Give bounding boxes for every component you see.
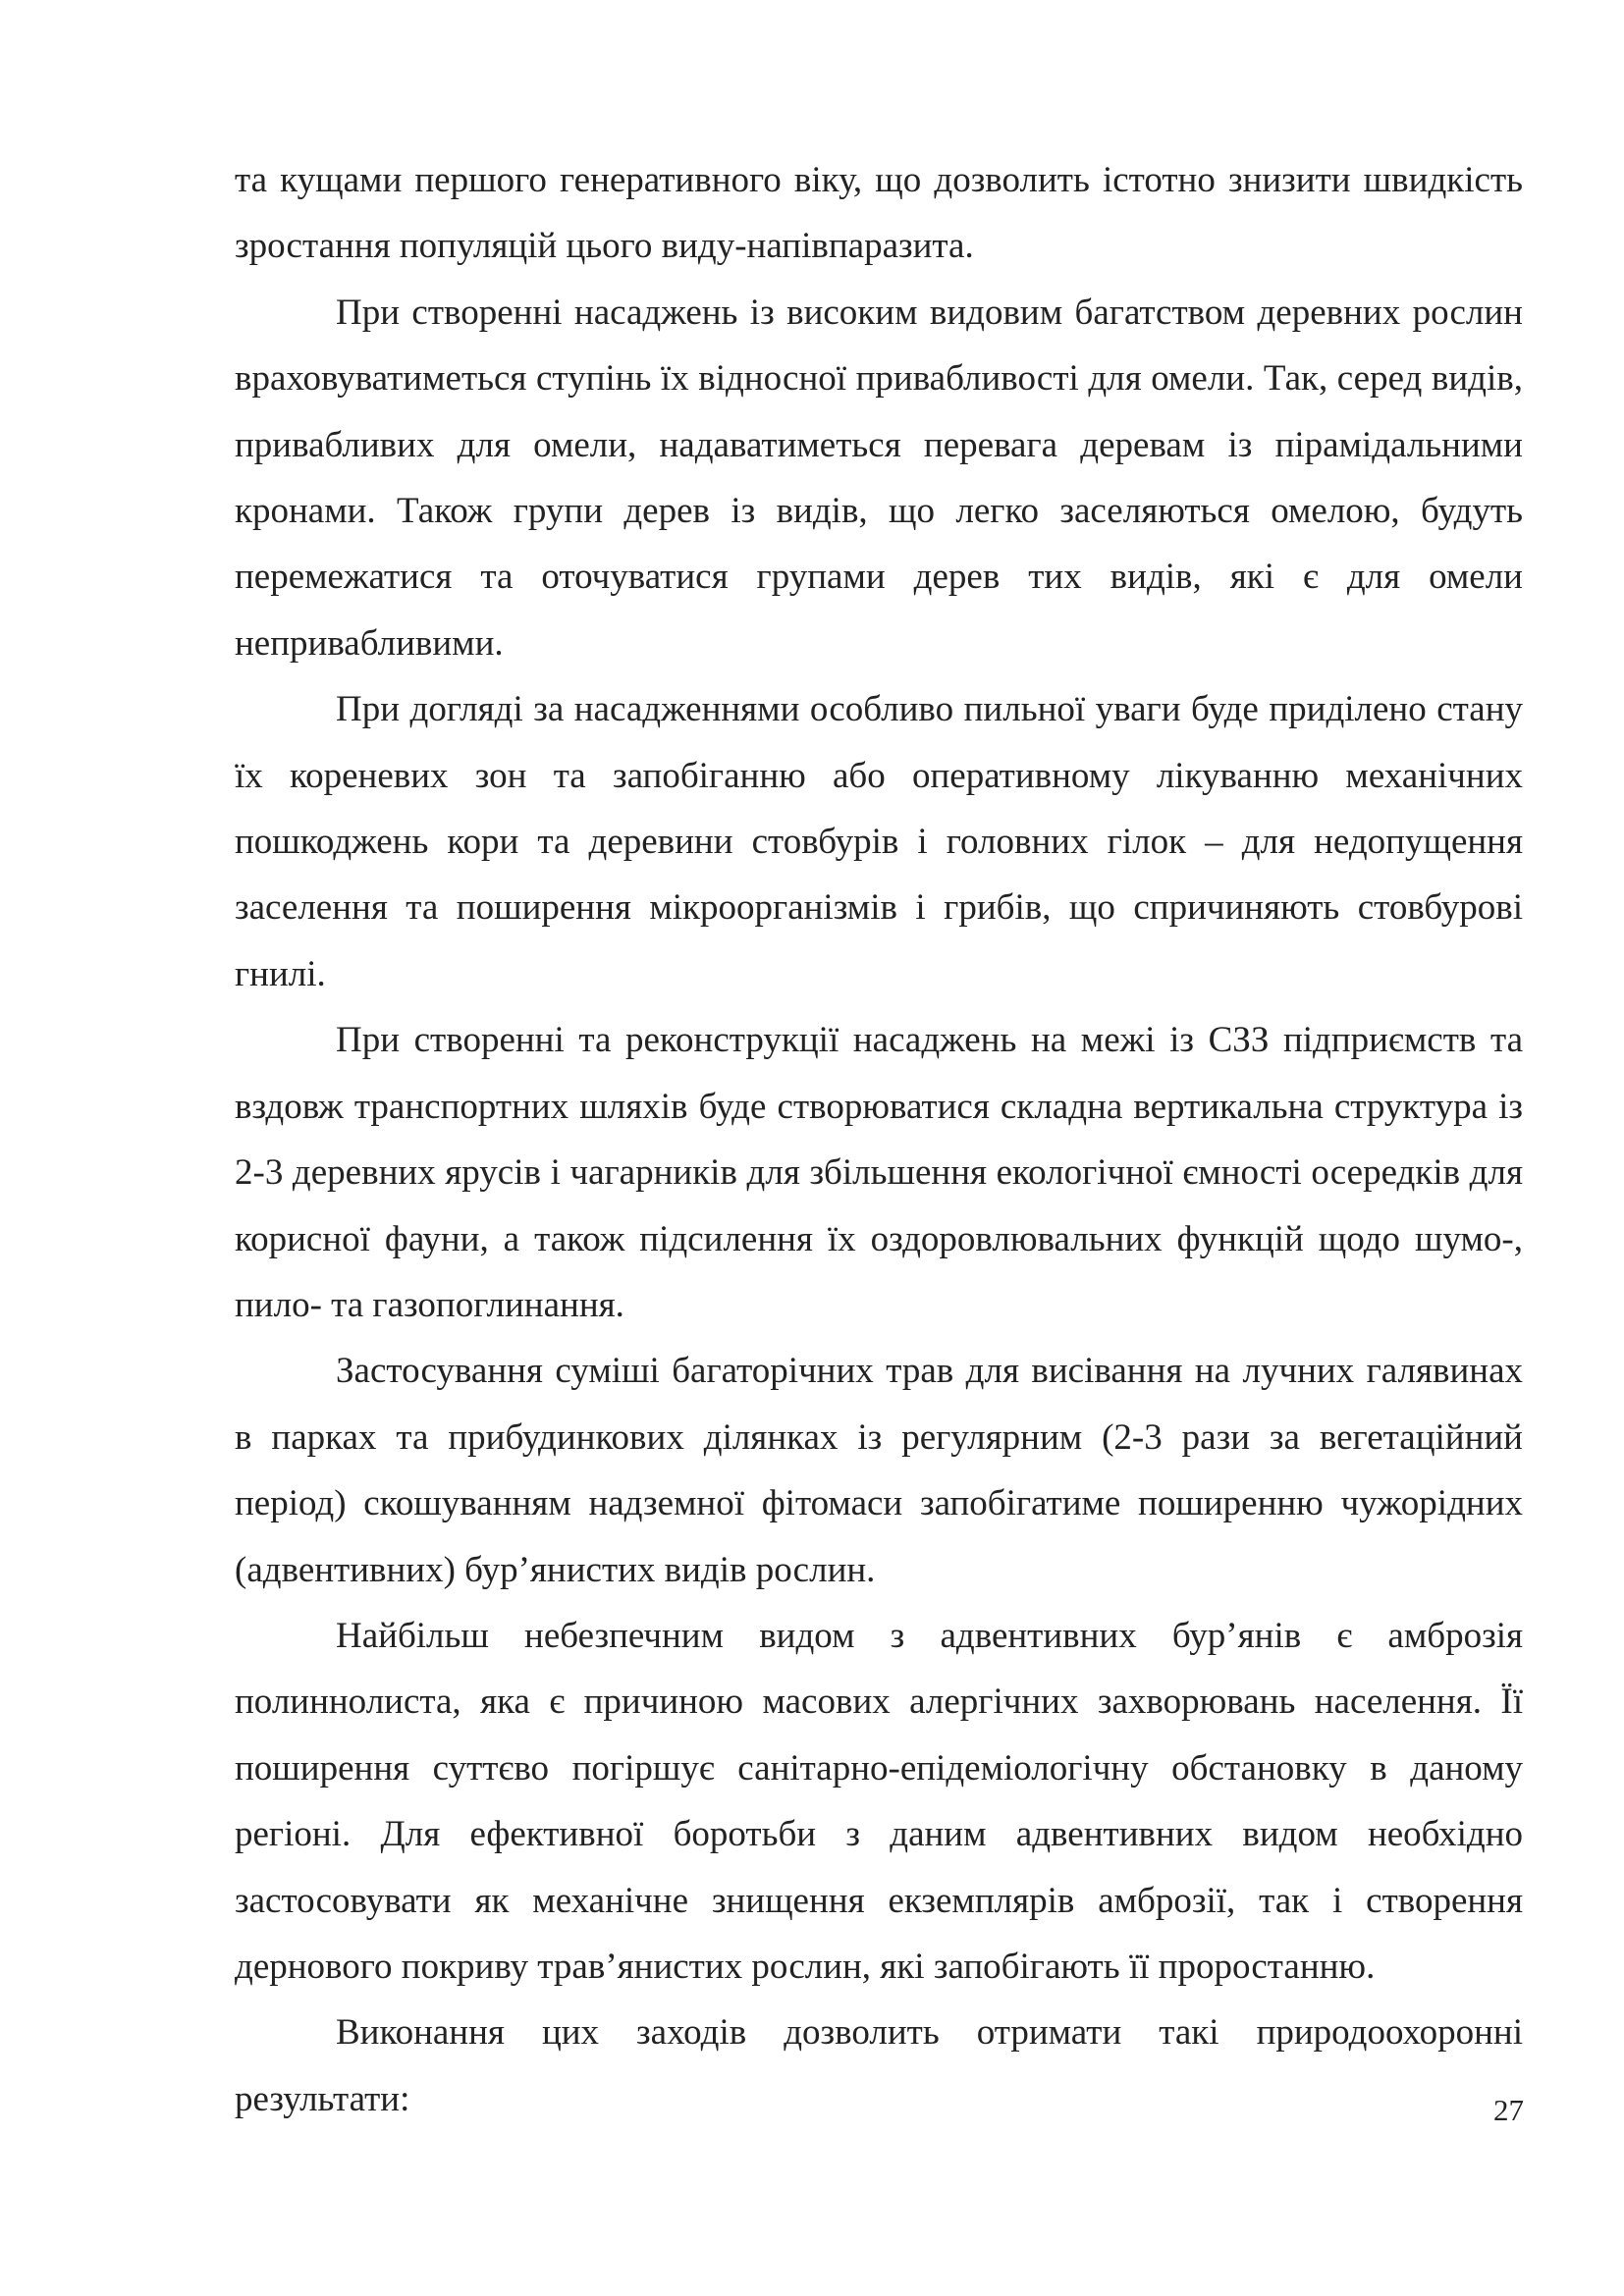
paragraph-ambrosia: Найбільш небезпечним видом з адвентивних бур’янів є амброзія полиннолиста, яка є причиною масових алергічних захворювань населення. Її поширення суттєво погіршує санітарно-епідеміологічну обстановку в даному регіоні. Для ефективної боротьби з даним адвентивних видом необхідно застосовувати як механічне знищення екземплярів амброзії, так і створення дернового покриву трав’янистих рослин, які запобігають її проростанню.	[235, 1615, 1523, 1987]
paragraph-continuation: та кущами першого генеративного віку, що дозволить істотно знизити швидкість зростання популяцій цього виду-напівпаразита.	[235, 160, 1523, 267]
paragraph-results: Виконання цих заходів дозволить отримати такі природоохоронні результати:	[235, 2012, 1523, 2119]
paragraph-grass-mixture: Застосування суміші багаторічних трав для висівання на лучних галявинах в парках та прибудинкових ділянках із регулярним (2-3 рази за вегетаційний період) скошуванням надземної фітомаси запобігатиме поширенню чужорідних (адвентивних) бур’янистих видів рослин.	[235, 1351, 1523, 1590]
page-number: 27	[1493, 2093, 1524, 2127]
document-body	[235, 147, 1523, 2132]
paragraph-mistletoe-planting: При створенні насаджень із високим видовим багатством деревних рослин враховуватиметься ступінь їх відносної привабливості для омели. Так, серед видів, привабливих для омели, надаватиметься перевага деревам із пірамідальними кронами. Також групи дерев із видів, що легко заселяються омелою, будуть перемежатися та оточуватися групами дерев тих видів, які є для омели непривабливими.	[235, 292, 1523, 664]
paragraph-plantation-care: При догляді за насадженнями особливо пильної уваги буде приділено стану їх кореневих зон та запобіганню або оперативному лікуванню механічних пошкоджень кори та деревини стовбурів і головних гілок – для недопущення заселення та поширення мікроорганізмів і грибів, що спричиняють стовбурові гнилі.	[235, 689, 1523, 994]
paragraph-vertical-structure: При створенні та реконструкції насаджень на межі із СЗЗ підприємств та вздовж транспортних шляхів буде створюватися складна вертикальна структура із 2-3 деревних ярусів і чагарників для збільшення екологічної ємності осередків для корисної фауни, а також підсилення їх оздоровлювальних функцій щодо шумо-, пило- та газопоглинання.	[235, 1020, 1523, 1325]
